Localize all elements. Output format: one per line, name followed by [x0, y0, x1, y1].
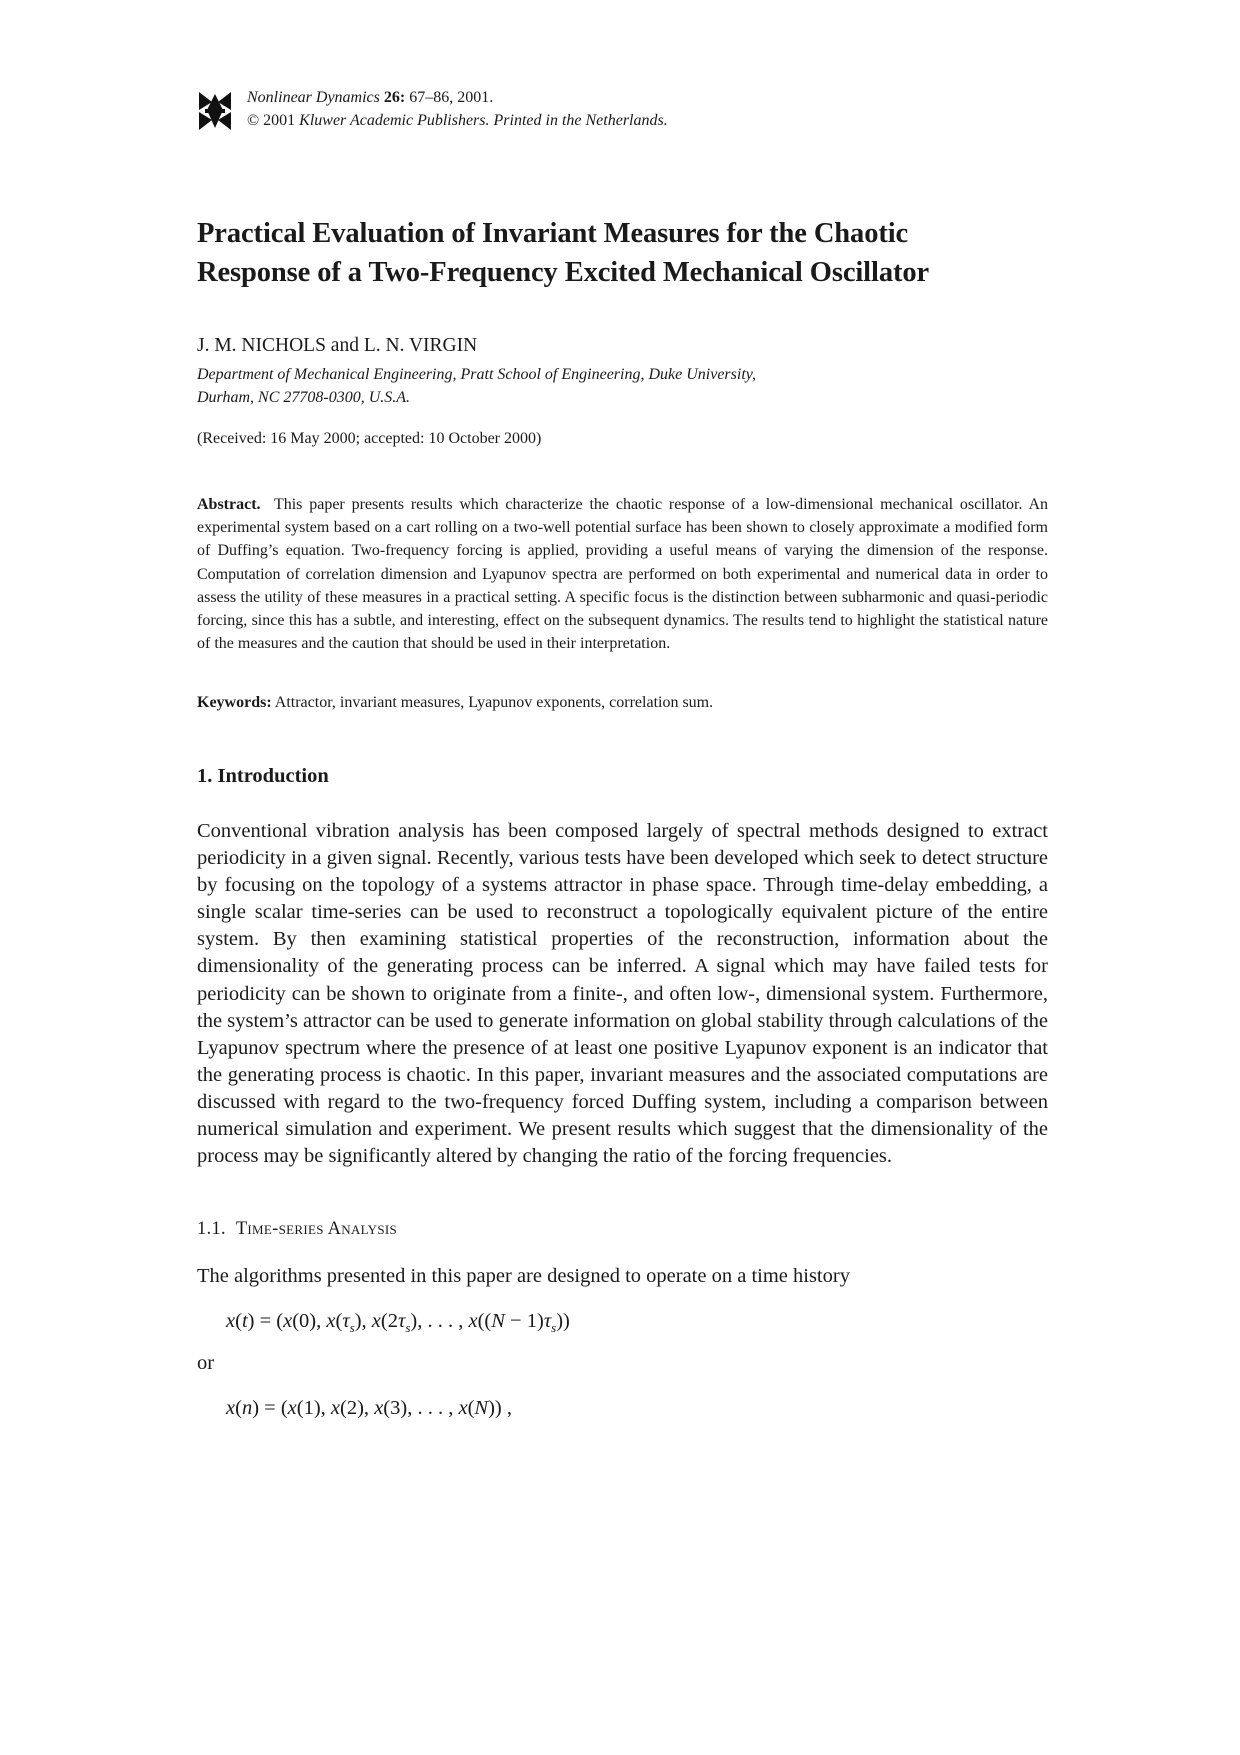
keywords [197, 694, 713, 712]
keywords-label: Keywords: [197, 694, 272, 711]
equation-discrete-series: x(n) = (x(1), x(2), x(3), . . . , x(N)) , [226, 1397, 512, 1419]
introduction-paragraph: Conventional vibration analysis has been composed largely of spectral methods designed to extract periodicity in a given signal. Recently, various tests have been developed which seek to detect structure by focusing on the topology of a systems attractor in phase space. Through time-delay embedding, a single scalar time-series can be used to reconstruct a topologically equivalent picture of the entire system. By then examining statistical properties of the reconstruction, information about the dimensionality of the generating process can be inferred. A signal which may have failed tests for periodicity can be shown to originate from a finite-, and often low-, dimensional system. Furthermore, the system’s attractor can be used to generate information on global stability through calculations of the Lyapunov spectrum where the presence of at least one positive Lyapunov exponent is an indicator that the generating process is chaotic. In this paper, invariant measures and the associated computations are discussed with regard to the two-frequency forced Duffing system, including a comparison between numerical simulation and experiment. We present results which suggest that the dimensionality of the process may be significantly altered by changing the ratio of the forcing frequencies. [197, 820, 1048, 1168]
received-dates: (Received: 16 May 2000; accepted: 10 October 2000) [197, 430, 542, 447]
authors: J. M. NICHOLS and L. N. VIRGIN [197, 335, 478, 356]
section-heading-introduction: 1. Introduction [197, 765, 329, 787]
or-text: or [197, 1352, 215, 1374]
abstract [197, 493, 1048, 655]
affiliation-line-2: Durham, NC 27708-0300, U.S.A. [197, 389, 411, 406]
affiliation-line-1: Department of Mechanical Engineering, Pratt School of Engineering, Duke University, [197, 366, 756, 383]
abstract-label: Abstract. [197, 496, 261, 513]
journal-pages-year: 67–86, 2001. [409, 89, 494, 106]
subsection-number: 1.1. [197, 1219, 226, 1239]
keywords-text: Attractor, invariant measures, Lyapunov exponents, correlation sum. [274, 694, 714, 711]
publisher-logo-icon [197, 90, 233, 132]
title-line-2: Response of a Two-Frequency Excited Mechanical Oscillator [197, 257, 930, 288]
copyright-year: © 2001 [247, 112, 296, 129]
subsection-heading [197, 1219, 397, 1240]
journal-volume: 26: [383, 89, 406, 106]
subsection-title: Time-series Analysis [235, 1219, 398, 1239]
paper-title [197, 214, 1097, 292]
journal-name: Nonlinear Dynamics [247, 89, 380, 106]
journal-header [197, 86, 897, 136]
algorithms-paragraph: The algorithms presented in this paper are designed to operate on a time history [197, 1265, 850, 1287]
affiliation [197, 363, 756, 409]
equation-time-history: x(t) = (x(0), $x(\tau_s)$, $x(2\tau_s)$, . . . , $x((N - 1)\tau_s)$) [226, 1310, 570, 1336]
publisher-line: Kluwer Academic Publishers. Printed in the Netherlands. [299, 112, 668, 129]
title-line-1: Practical Evaluation of Invariant Measures for the Chaotic [197, 218, 909, 249]
abstract-text: This paper presents results which characterize the chaotic response of a low-dimensional mechanical oscillator. An experimental system based on a cart rolling on a two-well potential surface has been shown to closely approximate a modified form of Duffing’s equation. Two-frequency forcing is applied, providing a useful means of varying the dimension of the response. Computation of correlation dimension and Lyapunov spectra are performed on both experimental and numerical data in order to assess the utility of these measures in a practical setting. A specific focus is the distinction between subharmonic and quasi-periodic forcing, since this has a subtle, and interesting, effect on the subsequent dynamics. The results tend to highlight the statistical nature of the measures and the caution that should be used in their interpretation. [197, 496, 1049, 653]
